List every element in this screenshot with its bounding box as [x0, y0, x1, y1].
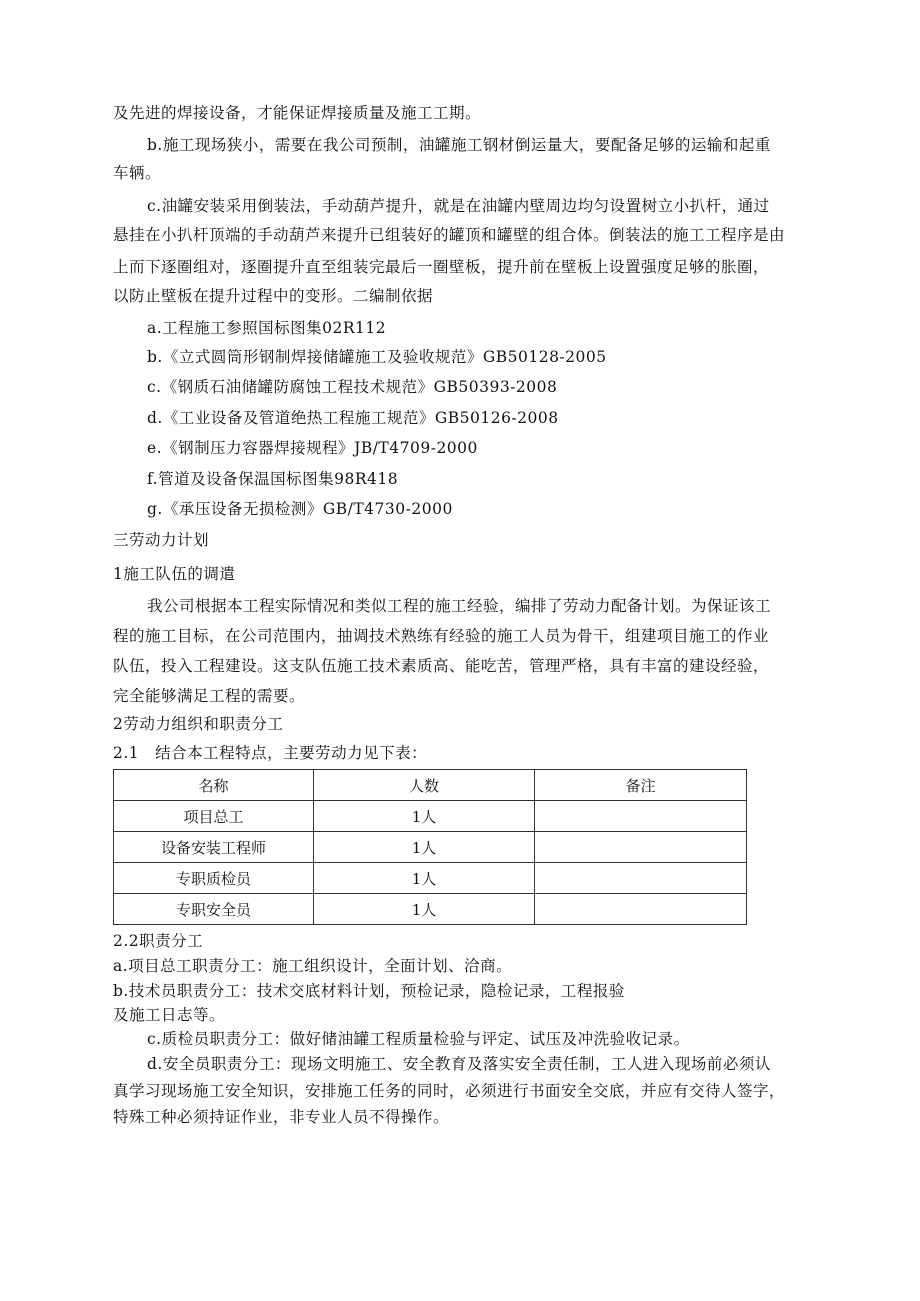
paragraph-line: 及施工日志等。 — [113, 1006, 226, 1024]
paragraph-line: 以防止壁板在提升过程中的变形。二编制依据 — [113, 287, 434, 305]
paragraph-line: 我公司根据本工程实际情况和类似工程的施工经验，编排了劳动力配备计划。为保证该工 — [147, 597, 772, 615]
table-header-cell: 人数 — [314, 770, 535, 801]
paragraph-line: 2.1 结合本工程特点，主要劳动力见下表： — [113, 744, 428, 762]
subsection-heading: 2.2职责分工 — [113, 932, 204, 950]
table-header-cell: 备注 — [535, 770, 747, 801]
paragraph-line: d.安全员职责分工：现场文明施工、安全教育及落实安全责任制，工人进入现场前必须认 — [147, 1055, 771, 1073]
table-cell — [535, 894, 747, 925]
table-cell: 1人 — [314, 801, 535, 832]
reference-item: b.《立式圆筒形钢制焊接储罐施工及验收规范》GB50128-2005 — [147, 348, 607, 366]
subsection-heading: 1施工队伍的调遣 — [113, 565, 236, 583]
reference-item: f.管道及设备保温国标图集98R418 — [147, 470, 399, 488]
table-header-row — [114, 770, 747, 801]
paragraph-line: 上而下逐圈组对，逐圈提升直至组装完最后一圈壁板，提升前在壁板上设置强度足够的胀圈， — [113, 258, 770, 276]
paragraph-line: a.项目总工职责分工：施工组织设计，全面计划、洽商。 — [113, 957, 513, 975]
paragraph-line: 真学习现场施工安全知识，安排施工任务的同时，必须进行书面安全交底，并应有交待人签字， — [113, 1082, 786, 1100]
paragraph-line: 及先进的焊接设备，才能保证焊接质量及施工工期。 — [113, 104, 482, 122]
paragraph-line: 完全能够满足工程的需要。 — [113, 687, 306, 705]
paragraph-line: c.质检员职责分工：做好储油罐工程质量检验与评定、试压及冲洗验收记录。 — [147, 1030, 690, 1048]
table-header-cell: 名称 — [114, 770, 314, 801]
reference-item: a.工程施工参照国标图集02R112 — [147, 319, 387, 337]
table-cell: 专职质检员 — [114, 863, 314, 894]
paragraph-line: 特殊工种必须持证作业，非专业人员不得操作。 — [113, 1108, 450, 1126]
paragraph-line: 程的施工目标，在公司范围内，抽调技术熟练有经验的施工人员为骨干，组建项目施工的作业 — [113, 627, 770, 645]
table-row — [114, 863, 747, 894]
table-cell: 设备安装工程师 — [114, 832, 314, 863]
paragraph-line: 队伍，投入工程建设。这支队伍施工技术素质高、能吃苦，管理严格，具有丰富的建设经验， — [113, 657, 770, 675]
table-row — [114, 894, 747, 925]
paragraph-line: 悬挂在小扒杆顶端的手动葫芦来提升已组装好的罐顶和罐壁的组合体。倒装法的施工工程序是由 — [113, 226, 786, 244]
table-row — [114, 801, 747, 832]
table-cell — [535, 801, 747, 832]
table-cell: 1人 — [314, 894, 535, 925]
reference-item: c.《钢质石油储罐防腐蚀工程技术规范》GB50393-2008 — [147, 378, 558, 396]
subsection-heading: 2劳动力组织和职责分工 — [113, 715, 284, 733]
table-cell: 专职安全员 — [114, 894, 314, 925]
reference-item: g.《承压设备无损检测》GB/T4730-2000 — [147, 500, 453, 518]
section-heading: 三劳动力计划 — [113, 531, 210, 549]
reference-item: e.《钢制压力容器焊接规程》JB/T4709-2000 — [147, 439, 478, 457]
paragraph-line: c.油罐安装采用倒装法，手动葫芦提升，就是在油罐内壁周边均匀设置树立小扒杆，通过 — [147, 197, 770, 215]
labor-table — [113, 769, 747, 925]
table-cell — [535, 832, 747, 863]
table-cell: 1人 — [314, 832, 535, 863]
paragraph-line: 车辆。 — [113, 164, 162, 182]
table-cell: 项目总工 — [114, 801, 314, 832]
paragraph-line: b.施工现场狭小，需要在我公司预制，油罐施工钢材倒运量大，要配备足够的运输和起重 — [147, 136, 771, 154]
reference-item: d.《工业设备及管道绝热工程施工规范》GB50126-2008 — [147, 409, 559, 427]
paragraph-line: b.技术员职责分工：技术交底材料计划，预检记录，隐检记录，工程报验 — [113, 982, 625, 1000]
table-cell — [535, 863, 747, 894]
table-cell: 1人 — [314, 863, 535, 894]
table-row — [114, 832, 747, 863]
